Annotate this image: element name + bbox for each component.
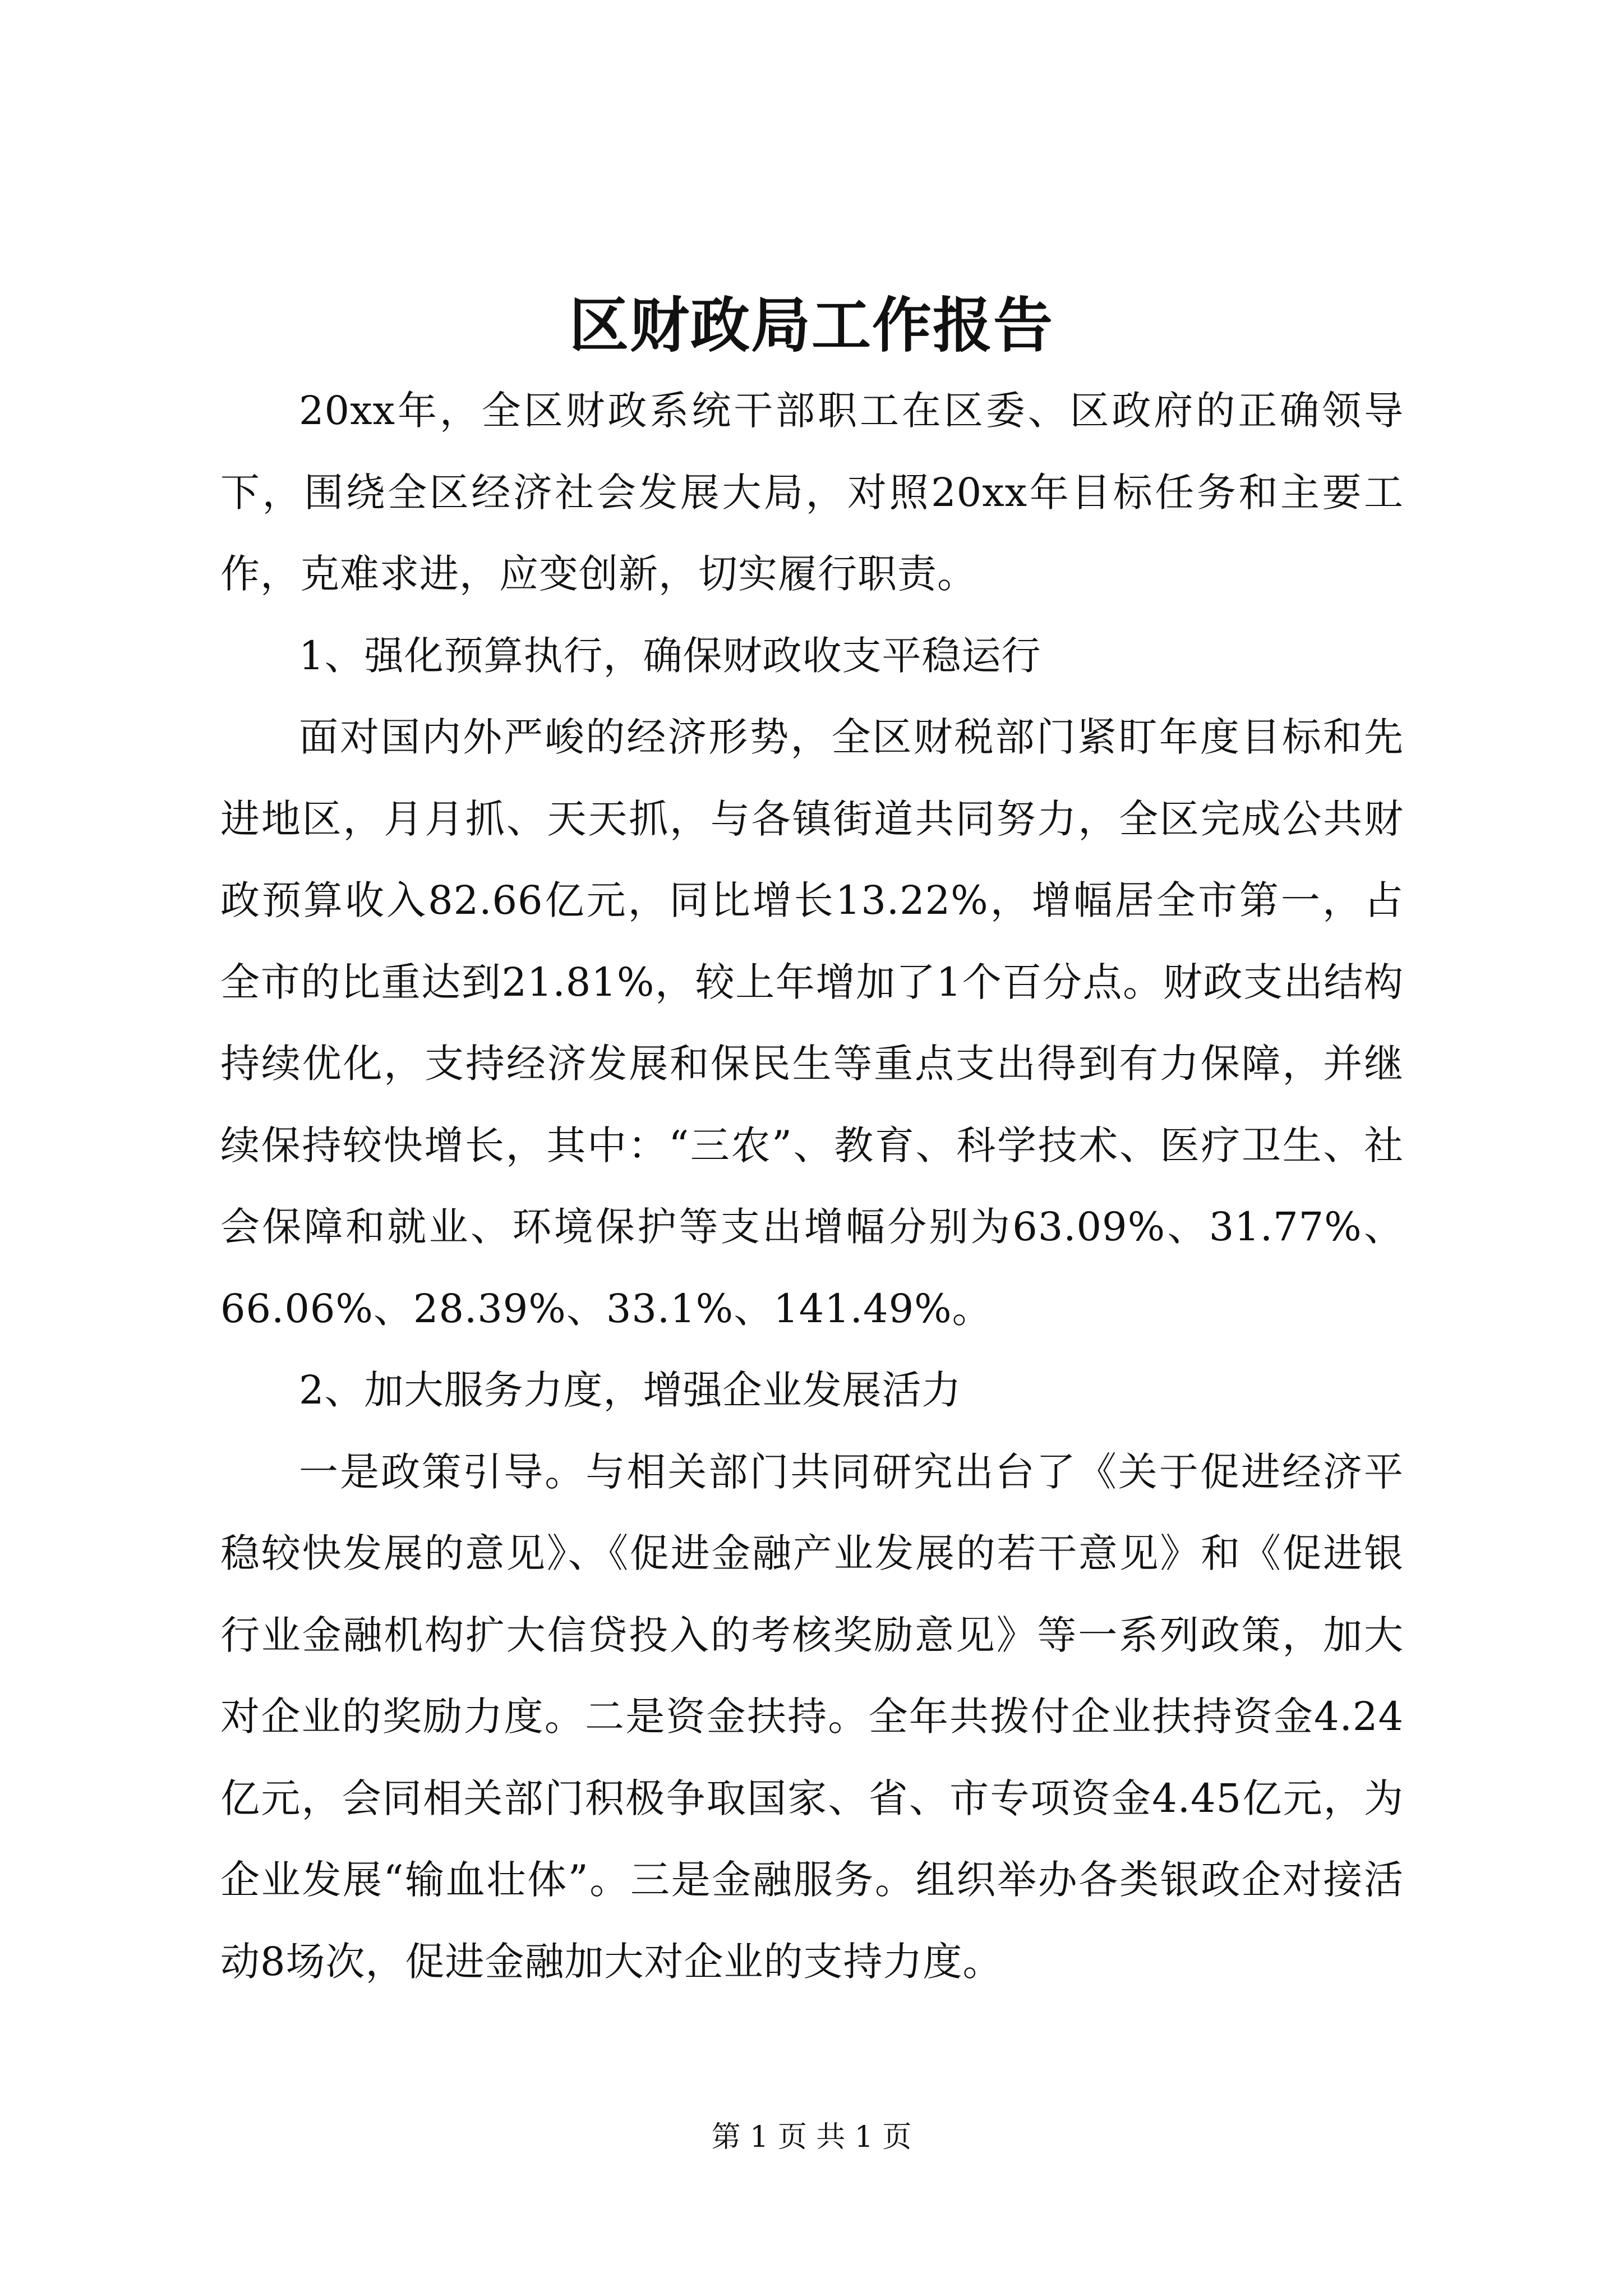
paragraph-service: 一是政策引导。与相关部门共同研究出台了《关于促进经济平稳较快发展的意见》、《促进金融产业发展的若干意见》和《促进银行业金融机构扩大信贷投入的考核奖励意见》等一系列政策，加大对企业的奖励力度。二是资金扶持。全年共拨付企业扶持资金4.24亿元，会同相关部门积极争取国家、省、市专项资金4.45亿元，为企业发展“输血壮体”。三是金融服务。组织举办各类银政企对接活动8场次，促进金融加大对企业的支持力度。 [220, 1448, 1404, 1985]
page-footer: 第 1 页 共 1 页 [711, 2120, 912, 2154]
document-title: 区财政局工作报告 [569, 290, 1054, 360]
paragraph-intro: 20xx年，全区财政系统干部职工在区委、区政府的正确领导下，围绕全区经济社会发展大局，对照20xx年目标任务和主要工作，克难求进，应变创新，切实履行职责。 [220, 388, 1404, 597]
section-heading-2: 2、加大服务力度，增强企业发展活力 [299, 1367, 962, 1413]
paragraph-budget: 面对国内外严峻的经济形势，全区财税部门紧盯年度目标和先进地区，月月抓、天天抓，与各镇街道共同努力，全区完成公共财政预算收入82.66亿元，同比增长13.22%，增幅居全市第一，占全市的比重达到21.81%，较上年增加了1个百分点。财政支出结构持续优化，支持经济发展和保民生等重点支出得到有力保障，并继续保持较快增长，其中：“三农”、教育、科学技术、医疗卫生、社会保障和就业、环境保护等支出增幅分别为63.09%、31.77%、66.06%、28.39%、33.1%、141.49%。 [220, 714, 1404, 1332]
section-heading-1: 1、强化预算执行，确保财政收支平稳运行 [299, 632, 1041, 679]
document-body [220, 370, 1404, 2003]
